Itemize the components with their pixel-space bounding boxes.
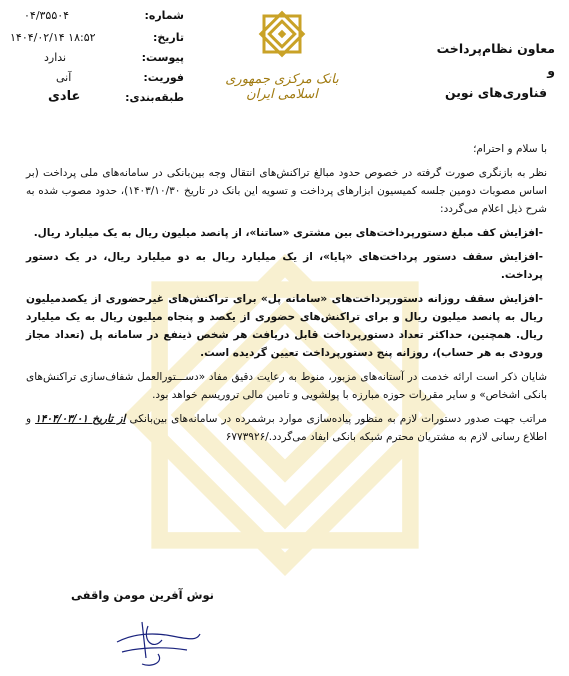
effective-date: از تاریخ ۱۴۰۴/۰۳/۰۱ xyxy=(35,413,126,425)
bullet-item: -افزایش سقف دستور پرداخت‌های «پایا»، از یک میلیارد ریال به دو میلیارد ریال، در یک دستور پرداخت. xyxy=(26,251,543,281)
meta-row-classification xyxy=(16,88,184,108)
meta-label: تاریخ: xyxy=(152,31,184,44)
meta-row-number xyxy=(16,6,184,26)
salutation: با سلام و احترام؛ xyxy=(473,143,547,155)
note-paragraph: شایان ذکر است ارائه خدمت در آستانه‌های مزبور، منوط به رعایت دقیق مفاد «دســـتورالعمل شفاف‌سازی تراکنش‌های بانکی اشخاص» و سایر مقررات حوزه مبارزه با پولشویی و تامین مالی تروریسم خواهد بود. xyxy=(26,371,547,401)
department-name xyxy=(425,38,555,104)
urgency-value: آنی xyxy=(56,71,72,84)
meta-label: فوریت: xyxy=(143,71,184,84)
meta-row-attachment xyxy=(16,48,184,68)
bank-name: بانک مرکزی جمهوری اسلامی ایران xyxy=(225,72,339,102)
meta-label: طبقه‌بندی: xyxy=(125,91,184,104)
meta-label: پیوست: xyxy=(141,51,184,64)
classification-value: عادی xyxy=(48,89,81,104)
bullet-item: -افزایش سقف روزانه دستورپرداخت‌های «سامانه پل» برای تراکنش‌های غیرحضوری از یکصدمیلیون ریال به پانصد میلیون ریال و برای تراکنش‌های حضوری از یکصد و پنجاه میلیون ریال به یک میلیارد ریال. همچنین، حداکثر تعداد دستورپرداخت قابل دریافت هر شخص ذینفع در سامانه پل (تعداد مجاز ورودی به هر حساب)، روزانه پنج دستورپرداخت تعیین گردیده است. xyxy=(26,293,543,359)
meta-row-date xyxy=(10,28,184,48)
letter-date: ۱۴۰۴/۰۲/۱۴ ۱۸:۵۲ xyxy=(10,31,96,44)
closing-text: مراتب جهت صدور دستورات لازم به منظور پیاده‌سازی موارد برشمرده در سامانه‌های بین‌بانکی xyxy=(129,413,547,425)
bank-emblem-icon xyxy=(256,8,308,60)
closing-paragraph xyxy=(26,410,547,446)
central-bank-logo xyxy=(212,8,352,108)
intro-paragraph: نظر به بازنگری صورت گرفته در خصوص حدود مبالغ تراکنش‌های انتقال وجه بین‌بانکی در سامانه‌های ملی پرداخت (بر اساس مصوبات دومین جلسه کمیسیون ابزارهای پرداخت و تسویه این بانک در تاریخ ۱۴۰۳/۱۰/۳۰)، حدود مصوب شده به شرح ذیل اعلام می‌گردد: xyxy=(26,167,547,215)
signature-image xyxy=(112,612,202,672)
bullet-item: -افزایش کف مبلغ دستورپرداخت‌های بین مشتری «ساتنا»، از پانصد میلیون ریال به یک میلیارد ریال. xyxy=(33,227,543,239)
letter-body xyxy=(26,140,547,452)
bullet-text: افزایش سقف دستور پرداخت‌های «پایا»، از یک میلیارد ریال به دو میلیارد ریال، در یک دستور پرداخت. xyxy=(26,251,543,281)
letter-meta xyxy=(10,4,184,108)
closing-text-2: و اطلاع رسانی لازم به مشتریان محترم شبکه بانکی ایفاد می‌گردد./۶۷۷۳۹۲۶ xyxy=(26,413,547,443)
letter-number: ۰۴/۳۵۵۰۴ xyxy=(24,9,70,22)
attachment-value: ندارد xyxy=(44,51,67,64)
bullet-text: افزایش سقف روزانه دستورپرداخت‌های «سامانه پل» برای تراکنش‌های غیرحضوری از یکصدمیلیون ریال به پانصد میلیون ریال و برای تراکنش‌های حضوری از یکصد و پنجاه میلیون ریال به یک میلیارد ریال. همچنین، حداکثر تعداد دستورپرداخت قابل دریافت هر شخص ذینفع در سامانه پل (تعداد مجاز ورودی به هر حساب)، روزانه پنج دستورپرداخت تعیین گردیده است. xyxy=(26,293,543,359)
meta-row-urgency xyxy=(16,68,184,88)
bullet-text: افزایش کف مبلغ دستورپرداخت‌های بین مشتری «ساتنا»، از پانصد میلیون ریال به یک میلیارد ریال. xyxy=(33,227,539,239)
department-line-2: فناوری‌های نوین xyxy=(444,85,547,100)
meta-label: شماره: xyxy=(144,9,184,22)
department-line-1: معاون نظام‌پرداخت و xyxy=(436,41,555,78)
signer-name: نوش آفرین مومن واقفی xyxy=(70,588,214,602)
